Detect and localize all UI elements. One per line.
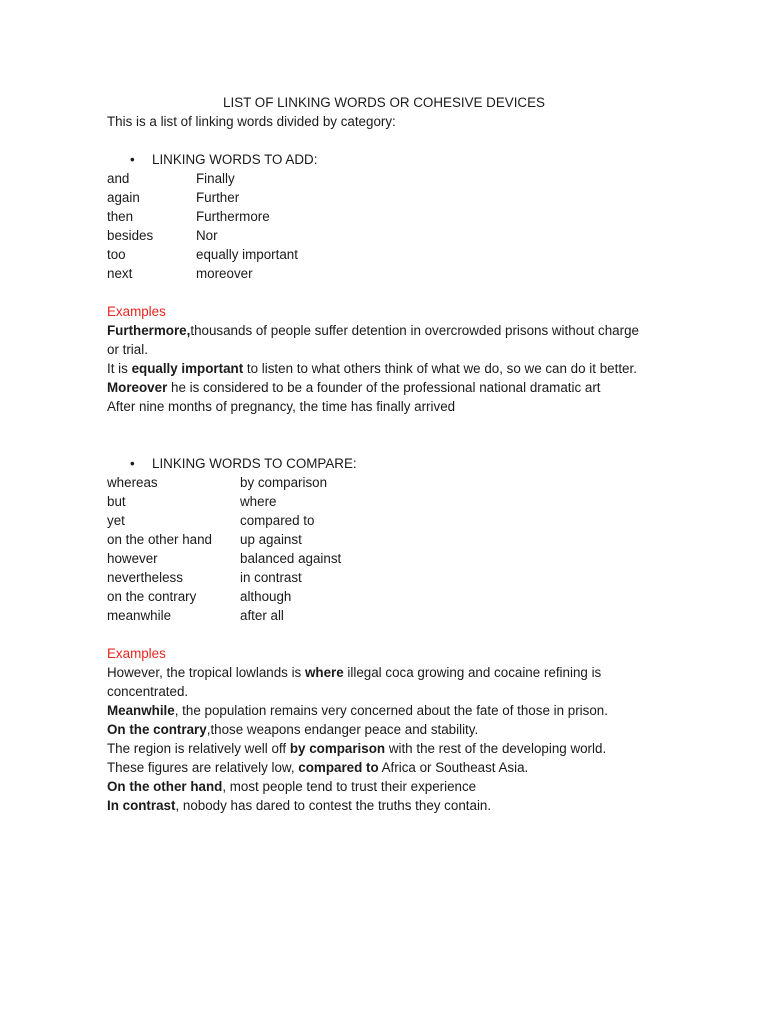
compare-heading <box>130 454 357 473</box>
compare-example-keyword: In contrast <box>107 798 176 813</box>
add-example-keyword: Furthermore, <box>107 323 191 338</box>
compare-example-keyword: compared to <box>298 760 379 775</box>
add-row <box>107 207 270 226</box>
compare-word-left: meanwhile <box>107 608 172 623</box>
add-example-line: It is equally important to listen to what others think of what we do, so we can do it better. <box>107 361 637 376</box>
add-word-left: and <box>107 171 130 186</box>
compare-word-right: in contrast <box>240 570 302 585</box>
compare-row <box>107 549 342 568</box>
add-word-left: too <box>107 247 126 262</box>
compare-row <box>107 568 302 587</box>
bullet-icon: • <box>130 152 135 167</box>
add-example-keyword: equally important <box>131 361 244 376</box>
compare-example-line: These figures are relatively low, compared to Africa or Southeast Asia. <box>107 760 529 775</box>
document-title: LIST OF LINKING WORDS OR COHESIVE DEVICES <box>223 95 545 110</box>
add-row <box>107 226 218 245</box>
compare-word-left: whereas <box>107 475 158 490</box>
add-example-line: Moreover he is considered to be a founder of the professional national dramatic art <box>107 380 601 395</box>
add-word-right: Finally <box>196 171 235 186</box>
add-word-left: besides <box>107 228 154 243</box>
compare-word-left: but <box>107 494 126 509</box>
compare-example-line: On the other hand, most people tend to trust their experience <box>107 779 477 794</box>
compare-example-keyword: Meanwhile <box>107 703 175 718</box>
compare-example-line: concentrated. <box>107 684 189 699</box>
compare-word-left: nevertheless <box>107 570 183 585</box>
intro-text: This is a list of linking words divided by category: <box>107 114 396 129</box>
compare-word-left: on the other hand <box>107 532 212 547</box>
add-example-line: Furthermore,thousands of people suffer detention in overcrowded prisons without charge <box>107 323 639 338</box>
add-word-left: then <box>107 209 134 224</box>
compare-example-line: The region is relatively well off by comparison with the rest of the developing world. <box>107 741 607 756</box>
compare-example-line: However, the tropical lowlands is where illegal coca growing and cocaine refining is <box>107 665 602 680</box>
add-row <box>107 245 298 264</box>
add-word-right: Further <box>196 190 240 205</box>
compare-row <box>107 530 302 549</box>
add-example-keyword: Moreover <box>107 380 168 395</box>
compare-row <box>107 473 328 492</box>
add-heading <box>130 150 317 169</box>
compare-row <box>107 587 292 606</box>
compare-word-right: although <box>240 589 292 604</box>
add-example-line: After nine months of pregnancy, the time has finally arrived <box>107 399 456 414</box>
add-example-line: or trial. <box>107 342 148 357</box>
compare-row <box>107 606 284 625</box>
compare-example-keyword: where <box>304 665 344 680</box>
compare-word-right: compared to <box>240 513 315 528</box>
compare-word-left: however <box>107 551 158 566</box>
add-word-right: Furthermore <box>196 209 270 224</box>
add-word-right: moreover <box>196 266 253 281</box>
compare-word-right: after all <box>240 608 284 623</box>
compare-example-keyword: On the contrary <box>107 722 207 737</box>
compare-word-right: by comparison <box>240 475 328 490</box>
compare-example-keyword: by comparison <box>289 741 386 756</box>
compare-word-left: on the contrary <box>107 589 197 604</box>
add-row <box>107 188 240 207</box>
compare-example-line: On the contrary,those weapons endanger peace and stability. <box>107 722 479 737</box>
compare-row <box>107 511 315 530</box>
compare-example-keyword: On the other hand <box>107 779 223 794</box>
add-row <box>107 264 253 283</box>
add-word-right: Nor <box>196 228 218 243</box>
add-word-left: next <box>107 266 133 281</box>
compare-examples-label: Examples <box>107 646 166 661</box>
compare-heading-label: LINKING WORDS TO COMPARE: <box>152 456 357 471</box>
compare-word-right: balanced against <box>240 551 342 566</box>
compare-row <box>107 492 277 511</box>
add-row <box>107 169 235 188</box>
compare-word-right: where <box>240 494 277 509</box>
compare-example-line: In contrast, nobody has dared to contest the truths they contain. <box>107 798 492 813</box>
add-heading-label: LINKING WORDS TO ADD: <box>152 152 318 167</box>
compare-word-right: up against <box>240 532 302 547</box>
compare-example-line: Meanwhile, the population remains very concerned about the fate of those in prison. <box>107 703 608 718</box>
add-word-right: equally important <box>196 247 298 262</box>
bullet-icon: • <box>130 456 135 471</box>
add-examples-label: Examples <box>107 304 166 319</box>
add-word-left: again <box>107 190 140 205</box>
compare-word-left: yet <box>107 513 125 528</box>
